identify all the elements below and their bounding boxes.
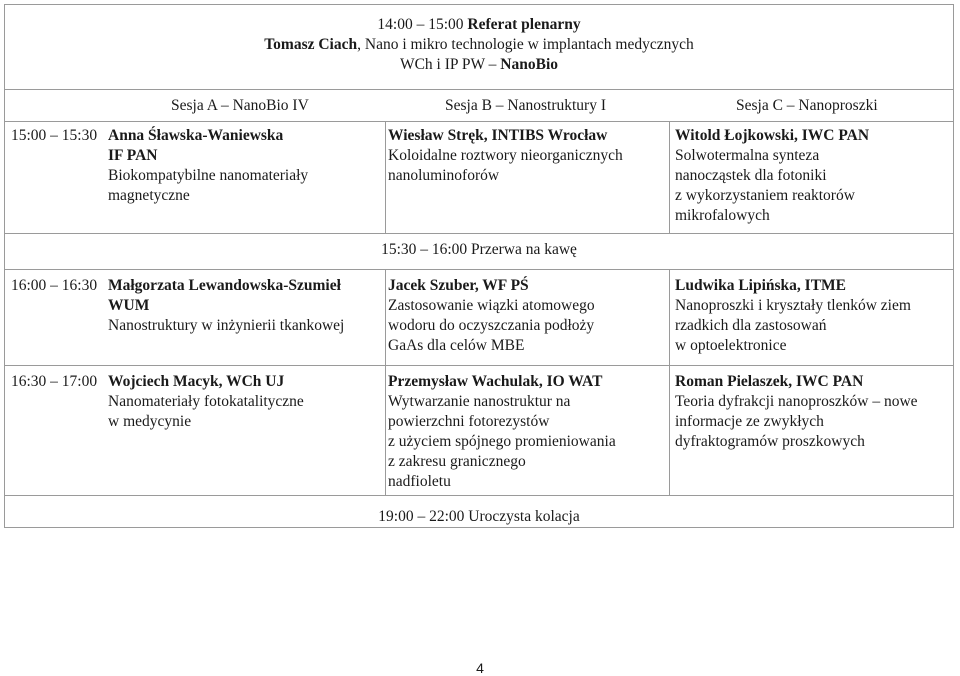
talk-title-line: rzadkich dla zastosowań — [675, 317, 827, 334]
coffee-break-text: 15:30 – 16:00 Przerwa na kawę — [381, 241, 577, 258]
plenary-talk — [5, 35, 953, 55]
talk-title-line: informacje ze zwykłych — [675, 413, 824, 430]
speaker-name: Małgorzata Lewandowska-Szumieł — [108, 277, 341, 294]
talk-title-line: Nanomateriały fotokatalityczne — [108, 393, 304, 410]
speaker-name: Ludwika Lipińska, ITME — [675, 277, 847, 294]
column-divider — [385, 270, 386, 365]
talk-title-line: Nanostruktury w inżynierii tkankowej — [108, 317, 345, 334]
plenary-heading — [5, 15, 953, 35]
plenary-topic: , Nano i mikro technologie w implantach medycznych — [357, 36, 694, 53]
plenary-affiliation — [5, 55, 953, 75]
column-divider — [669, 270, 670, 365]
dinner-text: 19:00 – 22:00 Uroczysta kolacja — [378, 508, 580, 525]
talk-title-line: z użyciem spójnego promieniowania — [388, 433, 616, 450]
talk-title-line: magnetyczne — [108, 187, 190, 204]
talk-title-line: w medycynie — [108, 413, 192, 430]
session-c-header: Sesja C – Nanoproszki — [736, 97, 878, 114]
talk-title-line: nanoluminoforów — [388, 167, 500, 184]
plenary-affil-text: WCh i IP PW – — [399, 56, 501, 73]
coffee-break-row — [5, 234, 953, 270]
slot-time: 15:00 – 15:30 — [11, 127, 98, 144]
speaker-affiliation: IF PAN — [108, 147, 158, 164]
talk-title-line: nanocząstek dla fotoniki — [675, 167, 827, 184]
talk-title-line: z zakresu granicznego — [388, 453, 526, 470]
speaker-name: Witold Łojkowski, IWC PAN — [675, 127, 870, 144]
speaker-name: Wojciech Macyk, WCh UJ — [108, 373, 285, 390]
talk-session-c — [675, 126, 950, 226]
talk-title-line: Zastosowanie wiązki atomowego — [388, 297, 595, 314]
talk-title-line: Solwotermalna synteza — [675, 147, 820, 164]
speaker-name: Przemysław Wachulak, IO WAT — [388, 373, 603, 390]
talk-session-a — [108, 276, 378, 336]
talk-title-line: Nanoproszki i kryształy tlenków ziem — [675, 297, 911, 314]
session-a-header: Sesja A – NanoBio IV — [171, 97, 309, 114]
slot-time: 16:30 – 17:00 — [11, 373, 98, 390]
talk-session-c — [675, 372, 950, 452]
programme-table — [4, 4, 954, 528]
talk-title-line: dyfraktogramów proszkowych — [675, 433, 865, 450]
speaker-name: Roman Pielaszek, IWC PAN — [675, 373, 864, 390]
session-b-header: Sesja B – Nanostruktury I — [445, 97, 607, 114]
slot-16-30 — [5, 366, 953, 496]
talk-title-line: Biokompatybilne nanomateriały — [108, 167, 309, 184]
plenary-section — [5, 5, 953, 90]
talk-session-b — [388, 372, 658, 492]
talk-session-b — [388, 126, 658, 186]
slot-15-00 — [5, 122, 953, 234]
page-number: 4 — [476, 660, 484, 676]
speaker-name: Anna Śławska-Waniewska — [108, 127, 284, 144]
talk-title-line: Teoria dyfrakcji nanoproszków – nowe — [675, 393, 918, 410]
talk-session-c — [675, 276, 950, 356]
talk-title-line: Wytwarzanie nanostruktur na — [388, 393, 571, 410]
plenary-time: 14:00 – 15:00 — [377, 16, 464, 33]
speaker-name: Wiesław Stręk, INTIBS Wrocław — [388, 127, 608, 144]
speaker-name: Jacek Szuber, WF PŚ — [388, 277, 529, 294]
plenary-title: Referat plenarny — [467, 16, 581, 33]
column-divider — [669, 366, 670, 495]
talk-title-line: z wykorzystaniem reaktorów — [675, 187, 855, 204]
talk-title-line: w optoelektronice — [675, 337, 787, 354]
plenary-affil-bold: NanoBio — [500, 56, 559, 73]
talk-session-b — [388, 276, 658, 356]
talk-title-line: GaAs dla celów MBE — [388, 337, 525, 354]
talk-session-a — [108, 126, 378, 206]
slot-16-00 — [5, 270, 953, 366]
talk-title-line: Koloidalne roztwory nieorganicznych — [388, 147, 623, 164]
session-headers — [5, 90, 953, 122]
talk-session-a — [108, 372, 378, 432]
talk-title-line: wodoru do oczyszczania podłoży — [388, 317, 595, 334]
column-divider — [669, 122, 670, 233]
dinner-row — [5, 496, 953, 527]
column-divider — [385, 122, 386, 233]
talk-title-line: powierzchni fotorezystów — [388, 413, 550, 430]
speaker-affiliation: WUM — [108, 297, 150, 314]
slot-time: 16:00 – 16:30 — [11, 277, 98, 294]
talk-title-line: mikrofalowych — [675, 207, 770, 224]
column-divider — [385, 366, 386, 495]
talk-title-line: nadfioletu — [388, 473, 451, 490]
plenary-speaker: Tomasz Ciach — [264, 36, 358, 53]
